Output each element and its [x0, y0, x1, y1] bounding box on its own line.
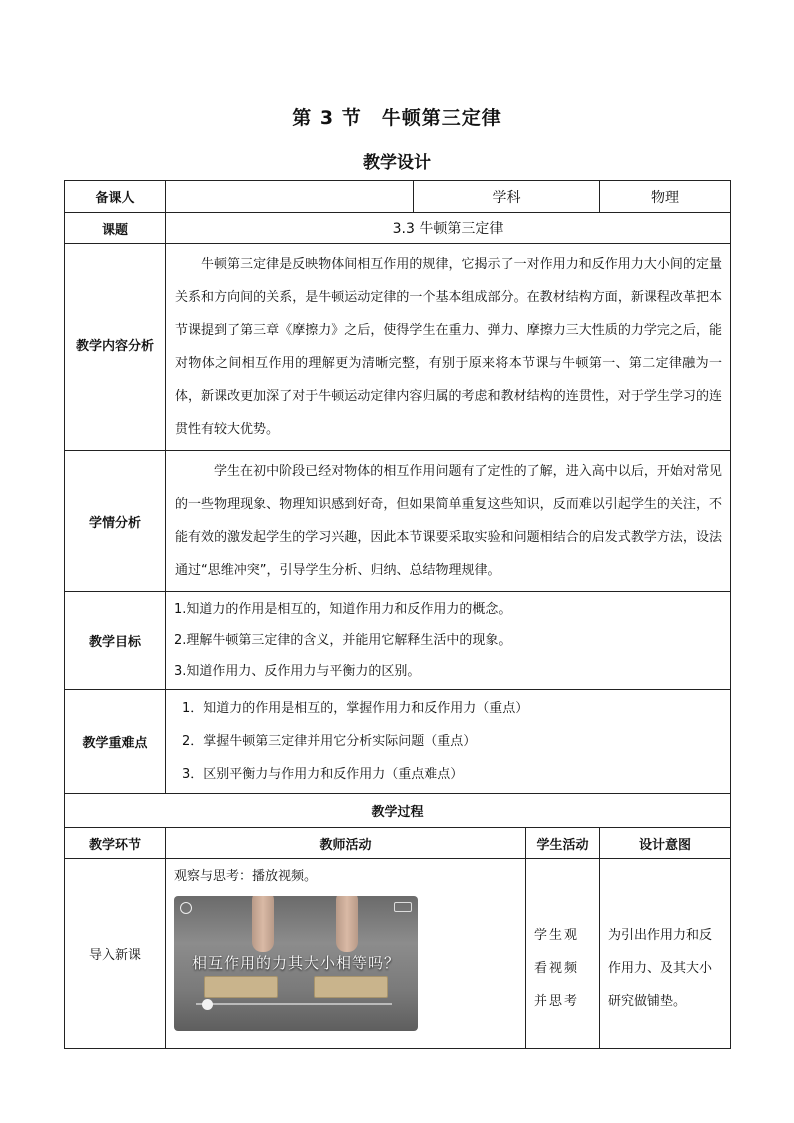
process-title: 教学过程 — [65, 794, 731, 828]
content-analysis-row — [65, 244, 731, 451]
goal-item: 3.知道作用力、反作用力与平衡力的区别。 — [174, 664, 421, 679]
stage-cell: 导入新课 — [65, 859, 166, 1049]
content-analysis-label: 教学内容分析 — [65, 244, 166, 451]
key-points-label: 教学重难点 — [65, 690, 166, 794]
goals-row — [65, 592, 731, 690]
subject-label: 学科 — [414, 181, 600, 213]
content-analysis-text: 牛顿第三定律是反映物体间相互作用的规律，它揭示了一对作用力和反作用力大小间的定量关系和方向间的关系，是牛顿运动定律的一个基本组成部分。在教材结构方面，新课程改革把本节课提到了第三章《摩擦力》之后，使得学生在重力、弹力、摩擦力三大性质的力学完之后，能对物体之间相互作用的理解更为清晰完整，有别于原来将本节课与牛顿第一、第二定律融为一体，新课改更加深了对于牛顿运动定律内容归属的考虑和教材结构的连贯性，对于学生学习的连贯性有较大优势。 — [166, 244, 731, 451]
video-player[interactable] — [174, 896, 418, 1031]
block-left-image — [204, 976, 278, 998]
goal-item: 1.知道力的作用是相互的，知道作用力和反作用力的概念。 — [174, 602, 512, 617]
video-logo-icon — [180, 902, 192, 914]
process-header-row — [65, 828, 731, 859]
column-header-design: 设计意图 — [600, 828, 731, 859]
key-point-item: 3．区别平衡力与作用力和反作用力（重点难点） — [182, 767, 464, 782]
process-title-row — [65, 794, 731, 828]
column-header-stage: 教学环节 — [65, 828, 166, 859]
video-progress-bar[interactable] — [196, 1003, 392, 1005]
teacher-activity-text: 观察与思考：播放视频。 — [174, 869, 318, 884]
subject-value: 物理 — [600, 181, 731, 213]
document-subtitle: 教学设计 — [363, 153, 431, 173]
document-title: 第 3 节 牛顿第三定律 — [292, 107, 502, 129]
topic-label: 课题 — [65, 213, 166, 244]
finger-left-image — [252, 896, 274, 952]
block-right-image — [314, 976, 388, 998]
preparer-value — [166, 181, 414, 213]
goals-label: 教学目标 — [65, 592, 166, 690]
video-caption: 相互作用的力其大小相等吗？ — [191, 954, 400, 972]
column-header-teacher: 教师活动 — [166, 828, 526, 859]
topic-value: 3.3 牛顿第三定律 — [166, 213, 731, 244]
preparer-label: 备课人 — [65, 181, 166, 213]
key-points-list — [166, 690, 731, 794]
finger-right-image — [336, 896, 358, 952]
lesson-plan-table — [64, 180, 731, 1049]
design-intent-cell: 为引出作用力和反作用力、及其大小研究做铺垫。 — [600, 859, 731, 1049]
key-point-item: 1．知道力的作用是相互的，掌握作用力和反作用力（重点） — [182, 701, 529, 716]
fullscreen-icon[interactable] — [394, 902, 412, 912]
teacher-activity-cell — [166, 859, 526, 1049]
goal-item: 2.理解牛顿第三定律的含义，并能用它解释生活中的现象。 — [174, 633, 512, 648]
column-header-student: 学生活动 — [526, 828, 600, 859]
key-points-row — [65, 690, 731, 794]
table-row — [65, 859, 731, 1049]
key-point-item: 2．掌握牛顿第三定律并用它分析实际问题（重点） — [182, 734, 477, 749]
topic-row — [65, 213, 731, 244]
header-row — [65, 181, 731, 213]
student-analysis-row — [65, 451, 731, 592]
student-activity-cell: 学生观看视频并思考 — [526, 859, 600, 1049]
video-progress-handle[interactable] — [202, 999, 213, 1010]
student-analysis-label: 学情分析 — [65, 451, 166, 592]
student-analysis-text: 学生在初中阶段已经对物体的相互作用问题有了定性的了解，进入高中以后，开始对常见的一些物理现象、物理知识感到好奇，但如果简单重复这些知识，反而难以引起学生的关注，不能有效的激发起学生的学习兴趣，因此本节课要采取实验和问题相结合的启发式教学方法，设法通过“思维冲突”，引导学生分析、归纳、总结物理规律。 — [166, 451, 731, 592]
goals-list — [166, 592, 731, 690]
